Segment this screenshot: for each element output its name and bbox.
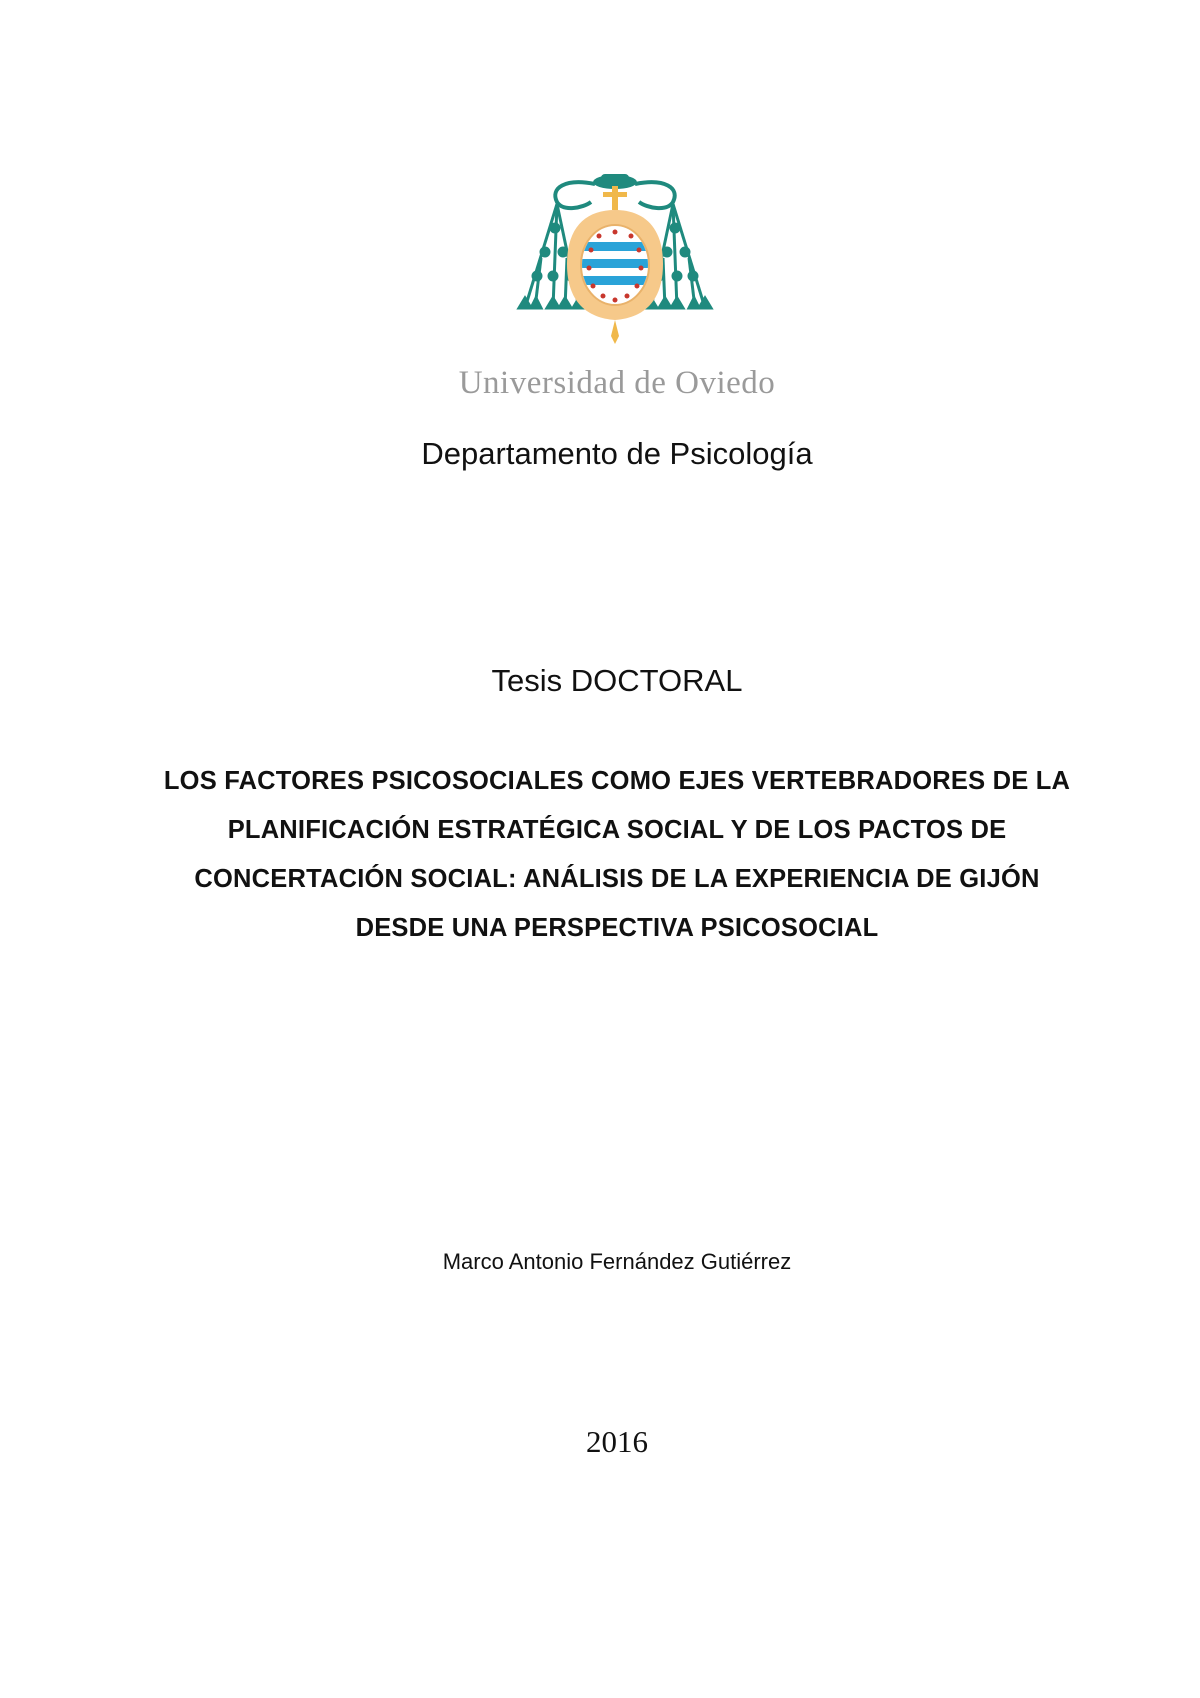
thesis-title-line: DESDE UNA PERSPECTIVA PSICOSOCIAL	[355, 914, 879, 942]
thesis-title-line: LOS FACTORES PSICOSOCIALES COMO EJES VERTEBRADORES DE LA	[163, 767, 1071, 795]
university-name: Universidad de Oviedo	[458, 365, 776, 401]
thesis-title-line: PLANIFICACIÓN ESTRATÉGICA SOCIAL Y DE LOS PACTOS DE	[227, 816, 1007, 844]
author-name: Marco Antonio Fernández Gutiérrez	[442, 1249, 792, 1274]
thesis-year: 2016	[586, 1424, 648, 1459]
department-name: Departamento de Psicología	[421, 436, 813, 471]
thesis-type: Tesis DOCTORAL	[491, 663, 743, 698]
thesis-title	[95, 757, 1139, 953]
university-of-oviedo-crest-icon	[495, 168, 735, 360]
thesis-title-line: CONCERTACIÓN SOCIAL: ANÁLISIS DE LA EXPERIENCIA DE GIJÓN	[194, 865, 1040, 893]
